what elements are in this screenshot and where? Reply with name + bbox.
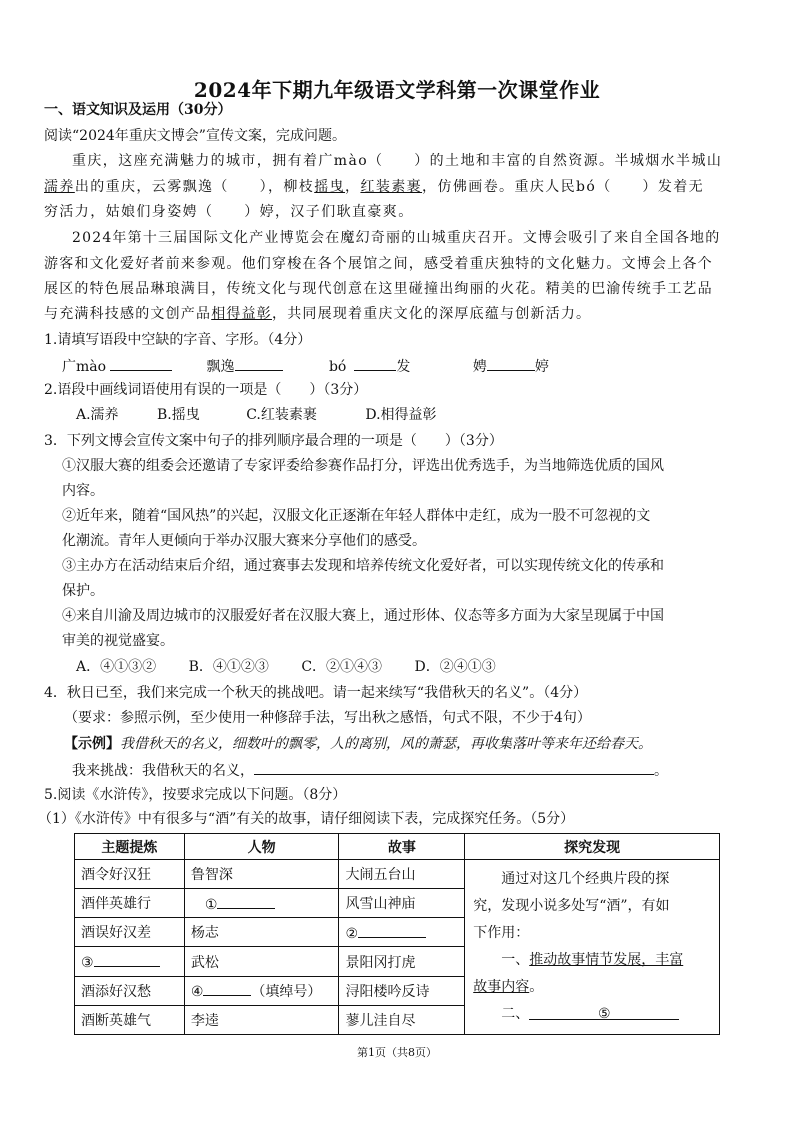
- section-heading: 一、语文知识及运用（30分）: [44, 102, 232, 118]
- q3-sentence-2: ②近年来，随着“国风热”的兴起，汉服文化正逐渐在年轻人群体中走红，成为一股不可忽视的文: [62, 508, 651, 524]
- table-cell: 李逵: [184, 1005, 339, 1034]
- finding-cell: 通过对这几个经典片段的探 究，发现小说多处写“酒”，有如 下作用： 一、推动故事情节发展，丰富 故事内容。 二、 ⑤: [465, 860, 720, 1035]
- para1-line1: 重庆，这座充满魅力的城市，拥有着广mào（ ）的土地和丰富的自然资源。半城烟水半城山: [72, 153, 723, 169]
- table-cell: 酒令好汉狂: [75, 860, 185, 889]
- para1-line2: 濡养出的重庆，云雾飘逸（ ），柳枝摇曳，红装素裹，仿佛画卷。重庆人民bó（ ）发着无: [44, 179, 705, 195]
- page-footer: 第1页（共8页）: [357, 1046, 437, 1059]
- q3-sentence-3: ③主办方在活动结束后介绍，通过赛事去发现和培养传统文化爱好者，可以实现传统文化的传承和: [62, 558, 664, 574]
- q3-sentence-4-cont: 审美的视觉盛宴。: [62, 633, 174, 649]
- answer-blank[interactable]: [217, 894, 275, 909]
- table-header: 故事: [339, 834, 465, 860]
- q2-options: [76, 406, 437, 424]
- q3-stem: 3．下列文博会宣传文案中句子的排列顺序最合理的一项是（ ）（3分）: [44, 433, 503, 449]
- answer-blank[interactable]: [354, 356, 396, 371]
- para2-line1: 2024年第十三届国际文化产业博览会在魔幻奇丽的山城重庆召开。文博会吸引了来自全国各地的: [72, 230, 721, 246]
- answer-blank[interactable]: ⑤: [529, 1001, 679, 1020]
- table-header: 探究发现: [465, 834, 720, 860]
- reading-intro: 阅读“2024年重庆文博会”宣传文案，完成问题。: [44, 128, 346, 144]
- table-cell: 杨志: [184, 918, 339, 947]
- para1-line3: 穷活力，姑娘们身姿娉（ ）婷，汉子们耿直豪爽。: [44, 204, 414, 220]
- table-cell: 鲁智深: [184, 860, 339, 889]
- q5-stem: 5.阅读《水浒传》，按要求完成以下问题。（8分）: [44, 787, 347, 803]
- answer-blank[interactable]: [254, 760, 654, 775]
- underlined-word: 摇曳: [314, 179, 346, 195]
- q1-stem: 1.请填写语段中空缺的字音、字形。（4分）: [44, 332, 312, 348]
- option-a[interactable]: A．④①③②: [76, 659, 157, 675]
- table-cell: 风雪山神庙: [339, 889, 465, 918]
- table-cell: 酒断英雄气: [75, 1005, 185, 1034]
- table-cell: ④ （填绰号）: [184, 976, 339, 1005]
- table-cell: 武松: [184, 947, 339, 976]
- table-cell: 浔阳楼吟反诗: [339, 976, 465, 1005]
- option-c[interactable]: C.红装素裹: [246, 407, 317, 423]
- underlined-word: 濡养: [44, 179, 75, 195]
- q3-sentence-3-cont: 保护。: [62, 583, 104, 599]
- option-b[interactable]: B.摇曳: [157, 407, 200, 423]
- table-cell: ①: [184, 889, 339, 918]
- page-title: 2024年下期九年级语文学科第一次课堂作业: [193, 78, 601, 102]
- option-d[interactable]: D．②④①③: [414, 659, 496, 675]
- q2-stem: 2.语段中画线词语使用有误的一项是（ ）（3分）: [44, 382, 368, 398]
- q3-sentence-1: ①汉服大赛的组委会还邀请了专家评委给参赛作品打分，评选出优秀选手，为当地筛选优质的国风: [62, 458, 664, 474]
- underlined-word: 相得益彰: [211, 306, 273, 322]
- table-cell: 酒伴英雄行: [75, 889, 185, 918]
- table-cell: 蓼儿洼自尽: [339, 1005, 465, 1034]
- q3-sentence-2-cont: 化潮流。青年人更倾向于举办汉服大赛来分享他们的感受。: [62, 533, 426, 549]
- q4-stem: 4．秋日已至，我们来完成一个秋天的挑战吧。请一起来续写“我借秋天的名义”。（4分）: [44, 685, 588, 701]
- option-c[interactable]: C．②①④③: [301, 659, 383, 675]
- table-cell: 景阳冈打虎: [339, 947, 465, 976]
- q4-example: 【示例】我借秋天的名义，细数叶的飘零，人的离别，风的萧瑟，再收集落叶等来年还给春天。: [64, 736, 652, 752]
- table-header: 人物: [184, 834, 339, 860]
- option-d[interactable]: D.相得益彰: [365, 407, 437, 423]
- table-cell: 酒误好汉差: [75, 918, 185, 947]
- underlined-word: 红装素裹: [360, 179, 423, 195]
- option-b[interactable]: B．④①②③: [188, 659, 269, 675]
- table-cell: ②: [339, 918, 465, 947]
- table-row: [75, 860, 720, 889]
- table-header: 主题提炼: [75, 834, 185, 860]
- para2-line3: 展区的特色展品琳琅满目，传统文化与现代创意在这里碰撞出绚丽的火花。精美的巴渝传统手工艺品: [44, 281, 713, 297]
- table-cell: 大闹五台山: [339, 860, 465, 889]
- q3-sentence-1-cont: 内容。: [62, 483, 104, 499]
- q4-challenge: 我来挑战：我借秋天的名义， 。: [72, 760, 668, 780]
- answer-blank[interactable]: [487, 356, 535, 371]
- answer-blank[interactable]: [110, 356, 172, 371]
- answer-blank[interactable]: [94, 952, 160, 967]
- para2-line4: 与充满科技感的文创产品相得益彰，共同展现着重庆文化的深厚底蕴与创新活力。: [44, 306, 592, 322]
- option-a[interactable]: A.濡养: [76, 407, 119, 423]
- q3-options: [76, 658, 496, 676]
- q4-requirement: （要求：参照示例，至少使用一种修辞手法，写出秋之感悟，句式不限，不少于4句）: [64, 710, 591, 726]
- jiu-table: [74, 833, 720, 1035]
- para2-line2: 游客和文化爱好者前来参观。他们穿梭在各个展馆之间，感受着重庆独特的文化魅力。文博会上各个: [44, 256, 713, 272]
- q3-sentence-4: ④来自川渝及周边城市的汉服爱好者在汉服大赛上，通过形体、仪态等多方面为大家呈现属于中国: [62, 608, 664, 624]
- q5-sub1: （1）《水浒传》中有很多与“酒”有关的故事，请仔细阅读下表，完成探究任务。（5分）: [38, 811, 575, 827]
- answer-blank[interactable]: [358, 923, 426, 938]
- table-cell: 酒添好汉愁: [75, 976, 185, 1005]
- answer-blank[interactable]: [235, 356, 283, 371]
- table-header-row: [75, 834, 720, 860]
- q1-fill-row: 广mào 飘逸 bó 发 娉 婷: [62, 356, 549, 376]
- table-cell: ③: [75, 947, 185, 976]
- answer-blank[interactable]: [203, 981, 251, 996]
